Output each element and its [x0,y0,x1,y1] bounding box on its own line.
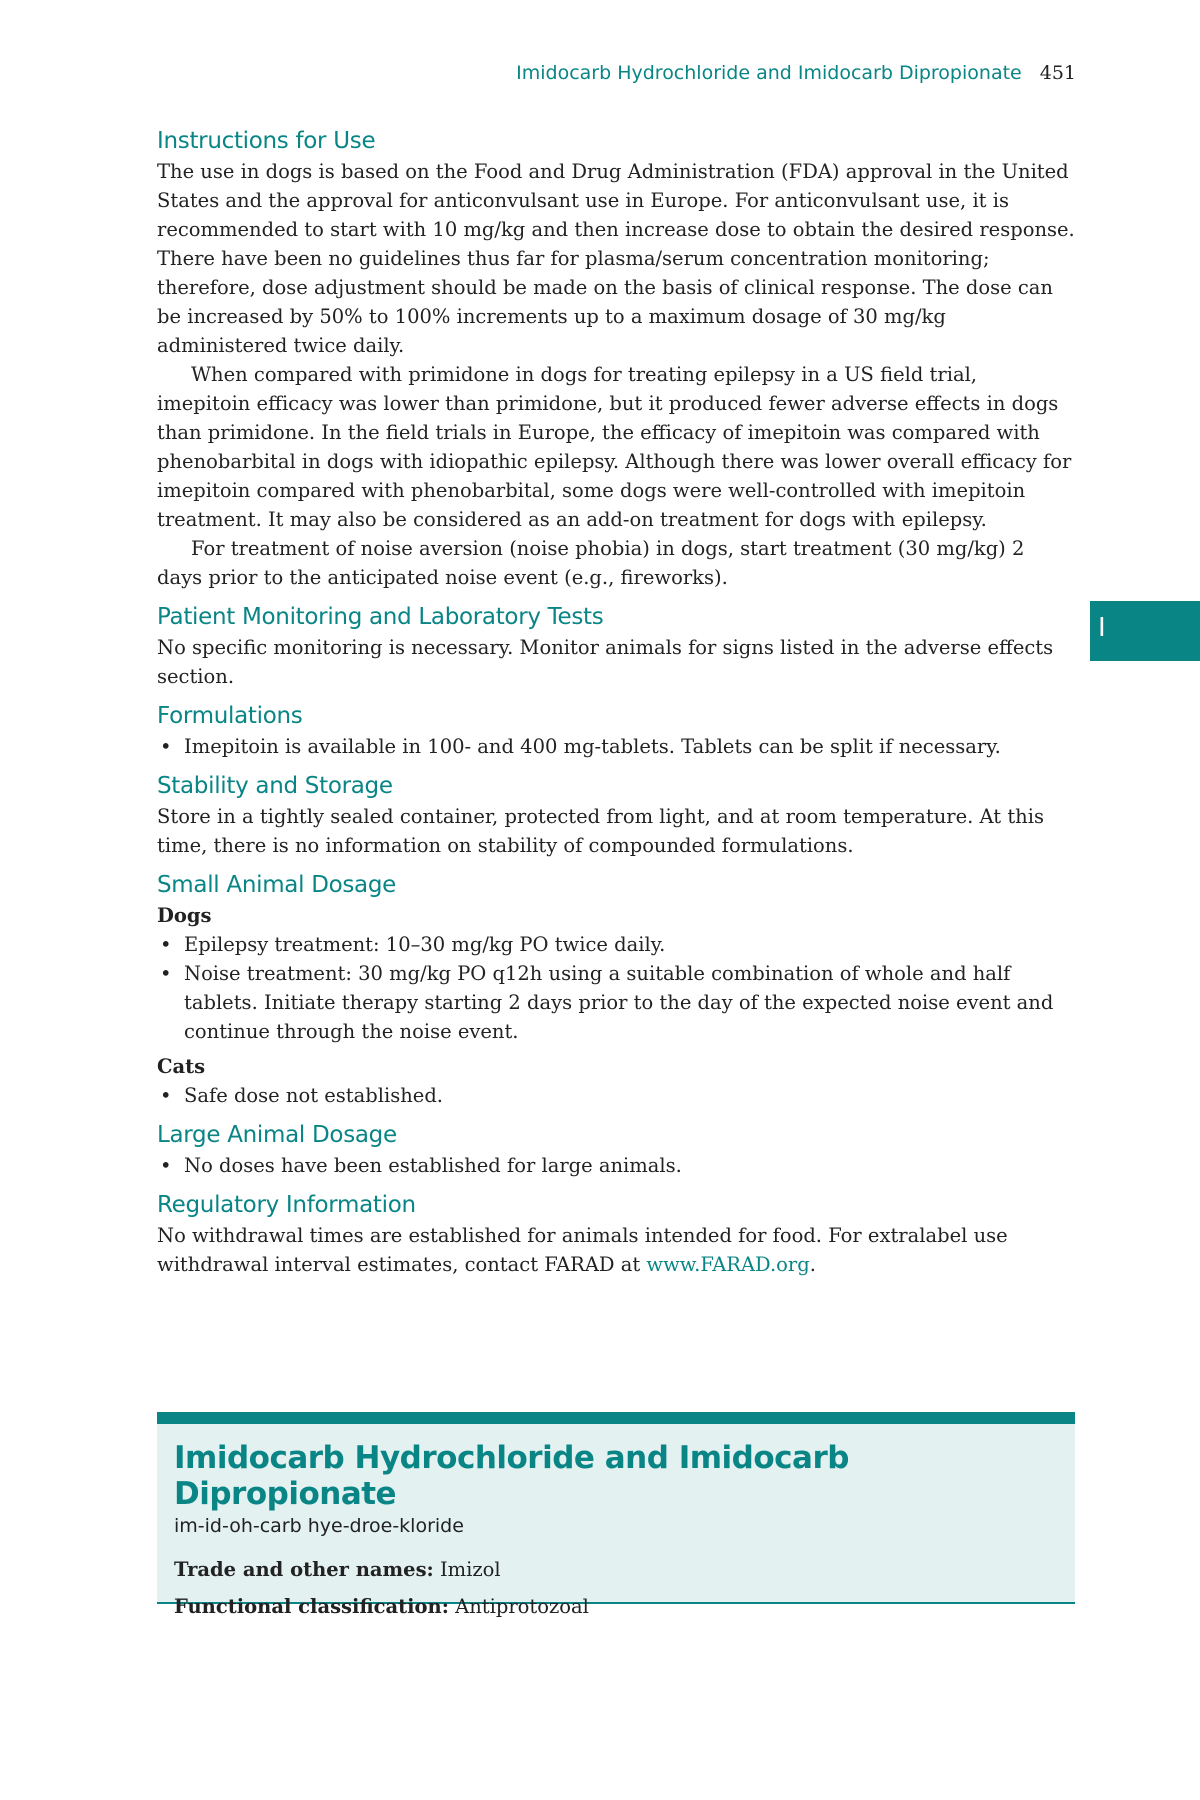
instructions-paragraph-2: When compared with primidone in dogs for treating epilepsy in a US field trial, imepitoin efficacy was lower than primidone, but it produced fewer adverse effects in dogs than primidone. In the field trials in Europe, the efficacy of imepitoin was compared with phenobarbital in dogs with idiopathic epilepsy. Although there was lower overall efficacy for imepitoin compared with phenobarbital, some dogs were well-controlled with imepitoin treatment. It may also be considered as an add-on treatment for dogs with epilepsy. [157,363,1072,531]
stability-text: Store in a tightly sealed container, protected from light, and at room temperature. At this time, there is no information on stability of compounded formulations. [157,805,1044,857]
formulations-section [157,703,1075,761]
list-item: • Safe dose not established. [157,1081,1075,1110]
regulatory-text-after: . [809,1253,816,1276]
thumb-index-tab [1090,601,1200,661]
small-animal-section [157,872,1075,1110]
formulations-list [157,732,1075,761]
stability-heading: Stability and Storage [157,773,393,799]
list-item: • Epilepsy treatment: 10–30 mg/kg PO twice daily. [157,930,1075,959]
monitoring-section [157,604,1075,691]
small-animal-heading: Small Animal Dosage [157,872,397,898]
regulatory-heading: Regulatory Information [157,1192,416,1218]
running-title: Imidocarb Hydrochloride and Imidocarb Dipropionate [516,62,1022,84]
farad-link[interactable]: www.FARAD.org [646,1253,810,1276]
large-animal-list [157,1151,1075,1180]
formulations-heading: Formulations [157,703,303,729]
list-item: • Imepitoin is available in 100- and 400 mg-tablets. Tablets can be split if necessary. [157,732,1075,761]
running-head [516,62,1076,84]
main-content [157,128,1075,1291]
drug-monograph-box [157,1412,1075,1618]
instructions-paragraph-1: The use in dogs is based on the Food and Drug Administration (FDA) approval in the United States and the approval for anticonvulsant use in Europe. For anticonvulsant use, it is recommended to start with 10 mg/kg and then increase dose to obtain the desired response. There have been no guidelines thus far for plasma/serum concentration monitoring; therefore, dose adjustment should be made on the basis of clinical response. The dose can be increased by 50% to 100% increments up to a maximum dosage of 30 mg/kg administered twice daily. [157,160,1075,357]
drug-name-title: Imidocarb Hydrochloride and Imidocarb Dipropionate [174,1440,849,1512]
functional-classification-value: Antiprotozoal [448,1595,589,1618]
monitoring-heading: Patient Monitoring and Laboratory Tests [157,604,604,630]
large-animal-section [157,1122,1075,1180]
page-number: 451 [1039,62,1076,84]
instructions-paragraph-3: For treatment of noise aversion (noise phobia) in dogs, start treatment (30 mg/kg) 2 days prior to the anticipated noise event (e.g., fireworks). [157,537,1025,589]
regulatory-section [157,1192,1075,1279]
trade-names-label: Trade and other names: [174,1558,434,1581]
cats-dosage-list [157,1081,1075,1110]
functional-classification-label: Functional classification: [174,1595,449,1618]
thumb-index-letter: I [1098,613,1106,643]
regulatory-text [157,1221,1075,1279]
stability-section [157,773,1075,860]
instructions-section [157,128,1075,592]
functional-classification [174,1588,1058,1625]
trade-names [174,1551,1058,1588]
drug-pronunciation: im-id-oh-carb hye-droe-kloride [174,1515,464,1537]
list-item: • No doses have been established for large animals. [157,1151,1075,1180]
cats-label: Cats [157,1055,206,1078]
monitoring-text: No specific monitoring is necessary. Monitor animals for signs listed in the adverse effects section. [157,636,1054,688]
dogs-dosage-list [157,930,1075,1046]
dogs-label: Dogs [157,904,212,927]
instructions-heading: Instructions for Use [157,128,376,154]
list-item: • Noise treatment: 30 mg/kg PO q12h using a suitable combination of whole and half tablets. Initiate therapy starting 2 days prior to the day of the expected noise event and continue through the noise event. [157,959,1075,1046]
regulatory-text-before: No withdrawal times are established for animals intended for food. For extralabel use withdrawal interval estimates, contact FARAD at [157,1224,1008,1276]
trade-names-value: Imizol [433,1558,501,1581]
large-animal-heading: Large Animal Dosage [157,1122,397,1148]
